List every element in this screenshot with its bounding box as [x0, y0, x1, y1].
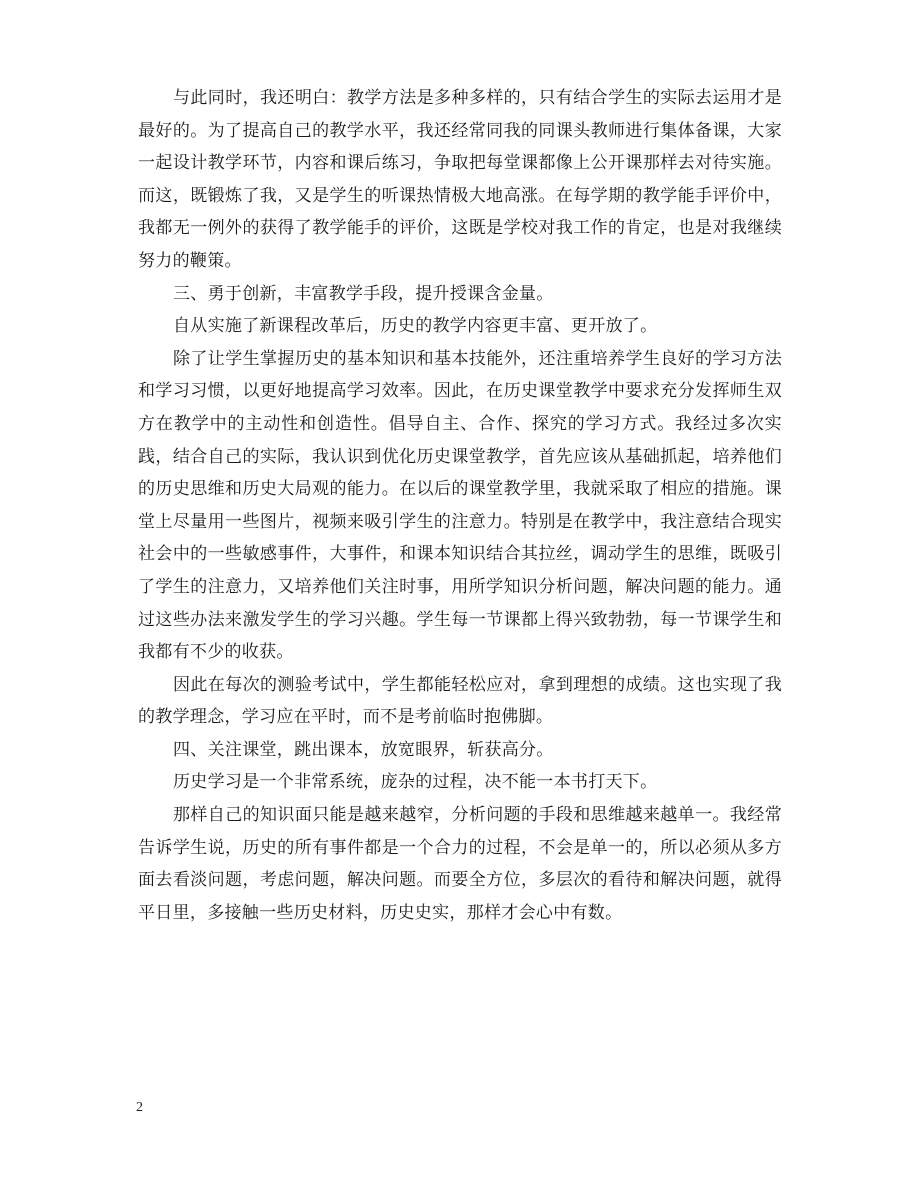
paragraph-exam-results: 因此在每次的测验考试中，学生都能轻松应对，拿到理想的成绩。这也实现了我的教学理念，学习应在平时，而不是考前临时抱佛脚。 [138, 674, 782, 728]
section-heading-four: 四、关注课堂，跳出课本，放宽眼界，斩获高分。 [173, 739, 554, 760]
page-number: 2 [136, 1100, 143, 1115]
paragraph-history-learning: 历史学习是一个非常系统，庞杂的过程，决不能一本书打天下。 [173, 772, 658, 793]
paragraph-collective-lesson-prep: 与此同时，我还明白：教学方法是多种多样的，只有结合学生的实际去运用才是最好的。为了提高自己的教学水平，我还经常同我的同课头教师进行集体备课，大家一起设计教学环节，内容和课后练习，争取把每堂课都像上公开课那样去对待实施。而这，既锻炼了我，又是学生的听课热情极大地高涨。在每学期的教学能手评价中，我都无一例外的获得了教学能手的评价，这既是学校对我工作的肯定，也是对我继续努力的鞭策。 [138, 88, 782, 271]
document-body [138, 82, 782, 929]
section-heading-three: 三、勇于创新，丰富教学手段，提升授课含金量。 [173, 283, 554, 304]
paragraph-broad-knowledge: 那样自己的知识面只能是越来越窄，分析问题的手段和思维越来越单一。我经常告诉学生说，历史的所有事件都是一个合力的过程，不会是单一的，所以必须从多方面去看淡问题，考虑问题，解决问题。而要全方位，多层次的看待和解决问题，就得平日里，多接触一些历史材料，历史史实，那样才会心中有数。 [138, 805, 782, 923]
paragraph-curriculum-reform: 自从实施了新课程改革后，历史的教学内容更丰富、更开放了。 [173, 316, 658, 337]
paragraph-teaching-methods: 除了让学生掌握历史的基本知识和基本技能外，还注重培养学生良好的学习方法和学习习惯，以更好地提高学习效率。因此，在历史课堂教学中要求充分发挥师生双方在教学中的主动性和创造性。倡导自主、合作、探究的学习方式。我经过多次实践，结合自己的实际，我认识到优化历史课堂教学，首先应该从基础抓起，培养他们的历史思维和历史大局观的能力。在以后的课堂教学里，我就采取了相应的措施。课堂上尽量用一些图片，视频来吸引学生的注意力。特别是在教学中，我注意结合现实社会中的一些敏感事件，大事件，和课本知识结合其拉丝，调动学生的思维，既吸引了学生的注意力，又培养他们关注时事，用所学知识分析问题，解决问题的能力。通过这些办法来激发学生的学习兴趣。学生每一节课都上得兴致勃勃，每一节课学生和我都有不少的收获。 [138, 348, 782, 663]
